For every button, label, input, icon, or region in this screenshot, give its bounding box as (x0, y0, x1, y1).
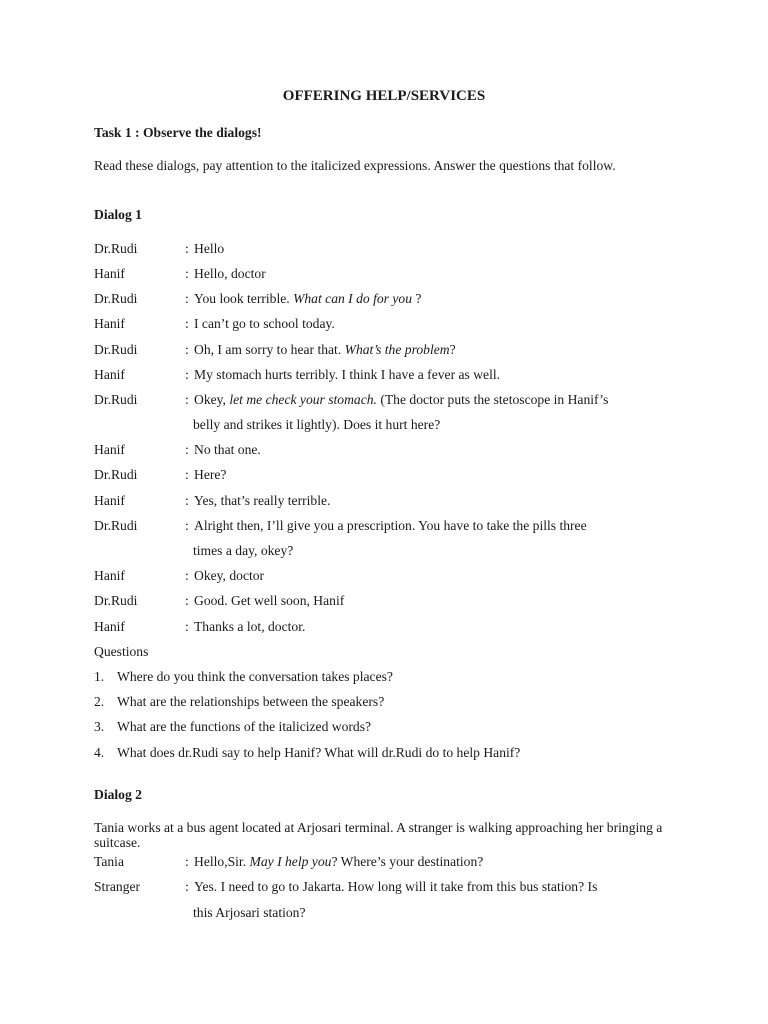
utterance-text: My stomach hurts terribly. I think I have a fever as well. (194, 367, 501, 382)
colon: : (185, 442, 189, 457)
utterance-continuation: this Arjosari station? (193, 905, 306, 920)
utterance-text: Hello, doctor (194, 266, 266, 281)
question-number: 3. (94, 719, 105, 734)
question-text: What does dr.Rudi say to help Hanif? What will dr.Rudi do to help Hanif? (117, 745, 521, 760)
utterance-text: Good. Get well soon, Hanif (194, 593, 345, 608)
colon: : (185, 568, 189, 583)
task-instructions: Read these dialogs, pay attention to the italicized expressions. Answer the questions that follow. (94, 158, 616, 173)
utterance-text: I can’t go to school today. (194, 316, 335, 331)
speaker-name: Dr.Rudi (94, 593, 138, 608)
utterance (194, 392, 608, 408)
colon: : (185, 291, 189, 306)
utterance (194, 316, 335, 332)
question-text: What are the relationships between the speakers? (117, 694, 385, 709)
utterance (194, 619, 305, 635)
dialog-2-intro: Tania works at a bus agent located at Arjosari terminal. A stranger is walking approaching her bringing a suitcase. (94, 820, 663, 850)
italic-expression: let me check your stomach. (229, 392, 377, 407)
utterance-text: Here? (194, 467, 227, 482)
speaker-name: Dr.Rudi (94, 342, 138, 357)
utterance-text: Okey, doctor (194, 568, 265, 583)
utterance (194, 291, 421, 307)
colon: : (185, 241, 189, 256)
utterance-text: Thanks a lot, doctor. (194, 619, 306, 634)
speaker-name: Dr.Rudi (94, 467, 138, 482)
utterance-text: No that one. (194, 442, 261, 457)
colon: : (185, 593, 189, 608)
utterance-text: Yes, that’s really terrible. (194, 493, 331, 508)
speaker-name: Dr.Rudi (94, 518, 138, 533)
speaker-name: Hanif (94, 619, 125, 634)
utterance (194, 854, 483, 870)
utterance (194, 266, 266, 282)
utterance-text: ? Where’s your destination? (331, 854, 484, 869)
utterance-continuation: times a day, okey? (193, 543, 294, 558)
utterance-text: ? (412, 291, 422, 306)
utterance-text: Hello,Sir. (194, 854, 250, 869)
utterance (194, 568, 264, 584)
questions-label: Questions (94, 644, 149, 659)
document-title: OFFERING HELP/SERVICES (282, 88, 486, 104)
speaker-name: Tania (94, 854, 124, 869)
utterance-text: You look terrible. (194, 291, 294, 306)
utterance (194, 467, 226, 483)
speaker-name: Dr.Rudi (94, 241, 138, 256)
italic-expression: What’s the problem (344, 342, 450, 357)
colon: : (185, 619, 189, 634)
question-number: 1. (94, 669, 105, 684)
speaker-name: Stranger (94, 879, 141, 894)
speaker-name: Hanif (94, 442, 125, 457)
question-number: 2. (94, 694, 105, 709)
question-text: What are the functions of the italicized words? (117, 719, 372, 734)
utterance-text: Oh, I am sorry to hear that. (194, 342, 345, 357)
colon: : (185, 518, 189, 533)
colon: : (185, 392, 189, 407)
utterance-text: Hello (194, 241, 225, 256)
question-number: 4. (94, 745, 105, 760)
utterance (194, 241, 224, 257)
italic-expression: May I help you (249, 854, 332, 869)
colon: : (185, 854, 189, 869)
utterance-continuation: belly and strikes it lightly). Does it hurt here? (193, 417, 441, 432)
task-heading: Task 1 : Observe the dialogs! (94, 125, 262, 140)
speaker-name: Hanif (94, 493, 125, 508)
utterance-text: Alright then, I’ll give you a prescription. You have to take the pills three (194, 518, 587, 533)
italic-expression: What can I do for you (293, 291, 412, 306)
colon: : (185, 342, 189, 357)
utterance (194, 342, 456, 358)
utterance-text: ? (449, 342, 456, 357)
speaker-name: Hanif (94, 367, 125, 382)
question-text: Where do you think the conversation takes places? (117, 669, 393, 684)
utterance (194, 593, 344, 609)
speaker-name: Dr.Rudi (94, 291, 138, 306)
colon: : (185, 467, 189, 482)
utterance (194, 442, 261, 458)
utterance (194, 879, 597, 895)
speaker-name: Dr.Rudi (94, 392, 138, 407)
colon: : (185, 879, 189, 894)
utterance-text: (The doctor puts the stetoscope in Hanif’s (376, 392, 609, 407)
dialog-2-heading: Dialog 2 (94, 787, 142, 802)
colon: : (185, 367, 189, 382)
utterance (194, 518, 587, 534)
utterance-text: Okey, (194, 392, 230, 407)
utterance (194, 367, 500, 383)
dialog-1-heading: Dialog 1 (94, 207, 142, 222)
utterance (194, 493, 330, 509)
colon: : (185, 316, 189, 331)
colon: : (185, 493, 189, 508)
utterance-text: Yes. I need to go to Jakarta. How long will it take from this bus station? Is (194, 879, 598, 894)
speaker-name: Hanif (94, 568, 125, 583)
speaker-name: Hanif (94, 266, 125, 281)
colon: : (185, 266, 189, 281)
speaker-name: Hanif (94, 316, 125, 331)
